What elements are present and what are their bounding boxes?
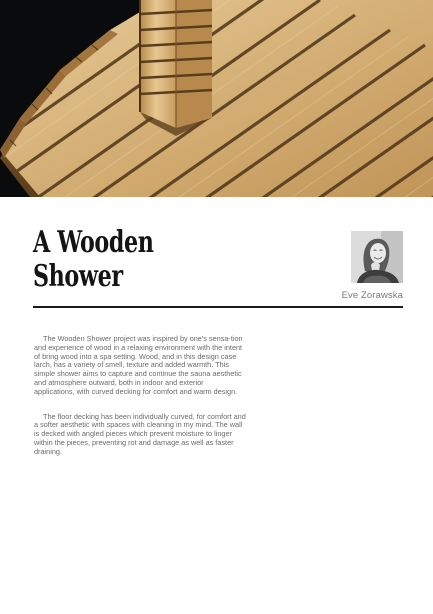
author-photo: [351, 231, 403, 283]
author-portrait: [351, 231, 403, 283]
title-line-1: A Wooden: [33, 225, 154, 260]
author-name: Eve Zorawska: [341, 290, 403, 301]
hero-photo: [0, 0, 433, 197]
wall-post: [140, 0, 212, 136]
title-line-2: Shower: [33, 259, 123, 294]
title-divider: [33, 306, 403, 308]
wooden-shower-illustration: [0, 0, 433, 197]
page-title: [33, 226, 154, 294]
paragraph-2: The floor decking has been individually curved, for comfort and a softer aesthetic with spaces with cleaning in my mind. The wall is decked with angled pieces which prevent moisture to linger within the pieces, preventing rot and damage as well as faster draining.: [34, 411, 246, 456]
article-body: [34, 335, 246, 473]
paragraph-1: The Wooden Shower project was inspired by one's sensa-tion and experience of wood in a relaxing environment with the intent of bring wood into a spa setting. Wood, and in this design case larch, has a variety of smell, texture and added warmth. This simple shower aims to capture and continue the sauna aesthetic and atmosphere outward, both in indoor and exterior applications, with curved decking for comfort and warm design.: [34, 334, 243, 396]
